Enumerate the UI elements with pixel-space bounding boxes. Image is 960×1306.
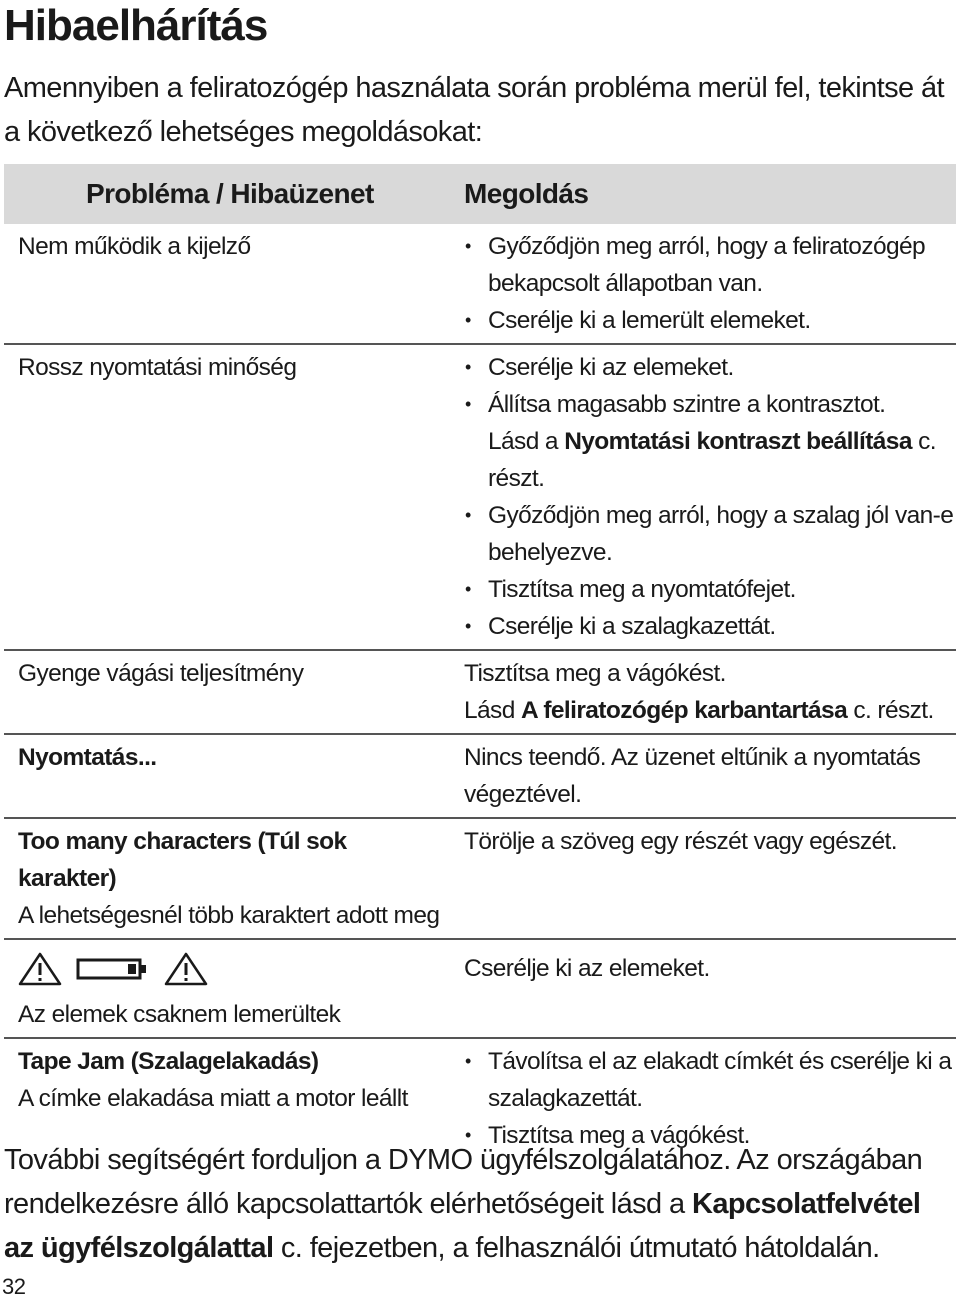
solution-cell [450, 344, 956, 650]
solution-item: • Cserélje ki a lemerült elemeket. [464, 302, 956, 339]
battery-low-icon [76, 957, 150, 981]
page-number: 32 [2, 1274, 26, 1299]
solution-list [464, 349, 956, 645]
problem-message: Nyomtatás... [18, 744, 157, 771]
problem-description: A címke elakadása miatt a motor leállt [18, 1085, 408, 1112]
solution-item: • Győződjön meg arról, hogy a szalag jól van-e behelyezve. [464, 497, 956, 571]
solution-list [464, 228, 956, 339]
problem-text: Gyenge vágási teljesítmény [18, 660, 304, 687]
battery-warning-icons [18, 944, 450, 996]
problem-cell [4, 650, 450, 734]
reference-section: Nyomtatási kontraszt beállítása [564, 428, 912, 455]
solution-cell [450, 818, 956, 939]
problem-cell [4, 818, 450, 939]
reference-prefix: Lásd [464, 697, 515, 724]
solution-text: Tisztítsa meg a vágókést. [464, 660, 726, 687]
support-text-end: c. fejezetben, a felhasználói útmutató hátoldalán. [280, 1232, 880, 1264]
warning-icon [164, 952, 208, 986]
table-row [4, 344, 956, 650]
solution-text: Törölje a szöveg egy részét vagy egészét. [464, 828, 897, 855]
solution-text: Állítsa magasabb szintre a kontrasztot. [488, 391, 886, 418]
solution-item: • Cserélje ki a szalagkazettát. [464, 608, 956, 645]
table-row [4, 224, 956, 344]
table-row [4, 734, 956, 818]
solution-item: • Győződjön meg arról, hogy a feliratozógép bekapcsolt állapotban van. [464, 228, 956, 302]
solution-cell [450, 224, 956, 344]
problem-cell [4, 939, 450, 1038]
problem-text: Nem működik a kijelző [18, 233, 251, 260]
solution-item: • Tisztítsa meg a nyomtatófejet. [464, 571, 956, 608]
problem-cell [4, 224, 450, 344]
solution-item: • Cserélje ki az elemeket. [464, 349, 956, 386]
table-header-row [4, 164, 956, 224]
solution-item: • Tisztítsa meg a vágókést. [464, 1117, 956, 1154]
reference-suffix: c. részt. [488, 428, 936, 492]
reference-prefix: Lásd a [488, 428, 558, 455]
problem-message: Too many characters (Túl sok karakter) [18, 828, 347, 892]
support-note [4, 1138, 954, 1270]
solution-item [464, 386, 956, 497]
table-row [4, 818, 956, 939]
reference-section: A feliratozógép karbantartása [520, 697, 848, 724]
problem-message: Tape Jam (Szalagelakadás) [18, 1048, 319, 1075]
solution-cell [450, 939, 956, 1038]
warning-icon [18, 952, 62, 986]
solution-cell [450, 734, 956, 818]
solution-cell [450, 650, 956, 734]
solution-reference [464, 692, 956, 729]
header-problem: Probléma / Hibaüzenet [86, 178, 374, 209]
header-solution: Megoldás [464, 178, 589, 209]
problem-cell [4, 344, 450, 650]
page-title: Hibaelhárítás [4, 1, 268, 50]
solution-text: Cserélje ki az elemeket. [464, 955, 710, 982]
table-row [4, 939, 956, 1038]
troubleshooting-table [4, 164, 956, 1158]
table-row [4, 650, 956, 734]
support-section-reference: Kapcsolatfelvétel az ügyfélszolgálattal [4, 1188, 921, 1264]
intro-text: Amennyiben a feliratozógép használata során probléma merül fel, tekintse át a következő lehetséges megoldásokat: [4, 72, 944, 148]
problem-description: A lehetségesnél több karaktert adott meg [18, 902, 440, 929]
problem-description: Az elemek csaknem lemerültek [18, 1001, 341, 1028]
solution-item: • Távolítsa el az elakadt címkét és cserélje ki a szalagkazettát. [464, 1043, 956, 1117]
support-text: További segítségért forduljon a DYMO ügyfélszolgálatához. Az országában rendelkezésre álló kapcsolattartók elérhetőségeit lásd a [4, 1144, 923, 1220]
reference-suffix: c. részt. [853, 697, 934, 724]
problem-text: Rossz nyomtatási minőség [18, 354, 297, 381]
solution-text: Nincs teendő. Az üzenet eltűnik a nyomtatás végeztével. [464, 744, 921, 808]
problem-cell [4, 734, 450, 818]
